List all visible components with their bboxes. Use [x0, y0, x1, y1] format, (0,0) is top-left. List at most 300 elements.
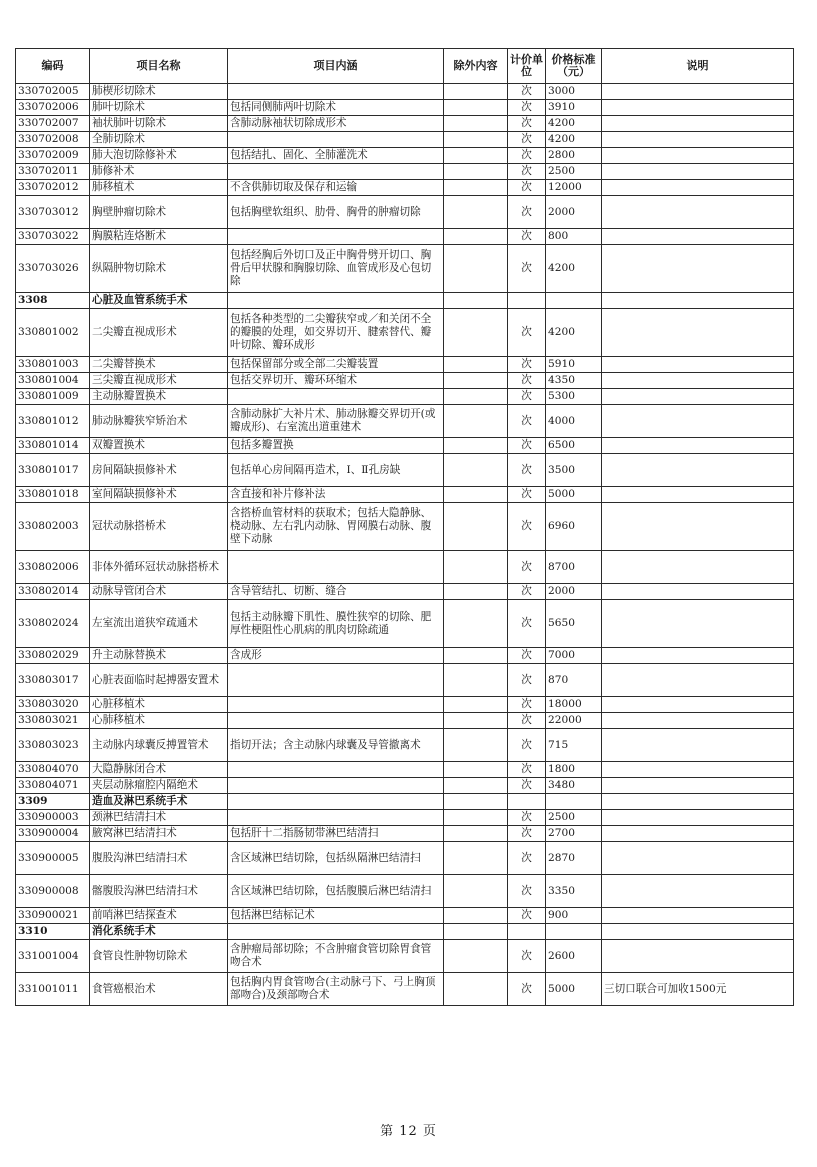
content-cell — [228, 713, 444, 729]
exclusion-cell — [444, 908, 508, 924]
content-cell: 含肺动脉袖状切除成形术 — [228, 116, 444, 132]
note-cell — [602, 373, 794, 389]
price-cell: 870 — [546, 664, 602, 697]
name-cell: 腹股沟淋巴结清扫术 — [90, 842, 228, 875]
code-cell: 330802029 — [16, 648, 90, 664]
code-cell: 330803021 — [16, 713, 90, 729]
name-cell: 双瓣置换术 — [90, 438, 228, 454]
content-cell — [228, 697, 444, 713]
name-cell: 主动脉内球囊反搏置管术 — [90, 729, 228, 762]
name-cell: 冠状动脉搭桥术 — [90, 503, 228, 551]
note-cell — [602, 100, 794, 116]
price-cell: 715 — [546, 729, 602, 762]
unit-cell: 次 — [508, 84, 546, 100]
unit-cell: 次 — [508, 454, 546, 487]
name-cell: 肺移植术 — [90, 180, 228, 196]
exclusion-cell — [444, 389, 508, 405]
unit-cell: 次 — [508, 389, 546, 405]
price-cell: 5000 — [546, 487, 602, 503]
price-cell: 5000 — [546, 973, 602, 1006]
note-cell — [602, 908, 794, 924]
code-cell: 330801018 — [16, 487, 90, 503]
price-cell: 2600 — [546, 940, 602, 973]
price-cell: 800 — [546, 229, 602, 245]
header-price: 价格标准（元） — [546, 49, 602, 84]
content-cell: 指切开法；含主动脉内球囊及导管撤离术 — [228, 729, 444, 762]
unit-cell: 次 — [508, 973, 546, 1006]
note-cell — [602, 196, 794, 229]
note-cell — [602, 116, 794, 132]
exclusion-cell — [444, 648, 508, 664]
name-cell: 肺动脉瓣狭窄矫治术 — [90, 405, 228, 438]
code-cell: 330702009 — [16, 148, 90, 164]
note-cell — [602, 924, 794, 940]
price-cell: 5650 — [546, 600, 602, 648]
name-cell: 三尖瓣直视成形术 — [90, 373, 228, 389]
section-row — [16, 293, 794, 309]
unit-cell: 次 — [508, 196, 546, 229]
code-cell: 3308 — [16, 293, 90, 309]
table-row — [16, 551, 794, 584]
table-row — [16, 648, 794, 664]
note-cell — [602, 503, 794, 551]
code-cell: 331001011 — [16, 973, 90, 1006]
content-cell: 包括多瓣置换 — [228, 438, 444, 454]
unit-cell: 次 — [508, 600, 546, 648]
name-cell: 心脏及血管系统手术 — [90, 293, 228, 309]
name-cell: 大隐静脉闭合术 — [90, 762, 228, 778]
unit-cell — [508, 794, 546, 810]
price-cell: 12000 — [546, 180, 602, 196]
content-cell: 含直接和补片修补法 — [228, 487, 444, 503]
unit-cell: 次 — [508, 842, 546, 875]
table-row — [16, 196, 794, 229]
note-cell — [602, 229, 794, 245]
price-cell — [546, 924, 602, 940]
table-row — [16, 357, 794, 373]
price-cell: 8700 — [546, 551, 602, 584]
table-row — [16, 180, 794, 196]
note-cell — [602, 940, 794, 973]
code-cell: 330703022 — [16, 229, 90, 245]
header-content: 项目内涵 — [228, 49, 444, 84]
note-cell — [602, 148, 794, 164]
unit-cell: 次 — [508, 648, 546, 664]
price-cell: 2500 — [546, 164, 602, 180]
code-cell: 330702008 — [16, 132, 90, 148]
unit-cell: 次 — [508, 729, 546, 762]
content-cell: 含成形 — [228, 648, 444, 664]
content-cell: 包括主动脉瓣下肌性、膜性狭窄的切除、肥厚性梗阻性心肌病的肌肉切除疏通 — [228, 600, 444, 648]
exclusion-cell — [444, 664, 508, 697]
unit-cell — [508, 293, 546, 309]
exclusion-cell — [444, 826, 508, 842]
price-cell: 3910 — [546, 100, 602, 116]
price-cell — [546, 293, 602, 309]
note-cell — [602, 438, 794, 454]
header-note: 说明 — [602, 49, 794, 84]
note-cell — [602, 405, 794, 438]
exclusion-cell — [444, 600, 508, 648]
unit-cell: 次 — [508, 778, 546, 794]
content-cell: 含导管结扎、切断、缝合 — [228, 584, 444, 600]
exclusion-cell — [444, 810, 508, 826]
name-cell: 全肺切除术 — [90, 132, 228, 148]
note-cell — [602, 713, 794, 729]
unit-cell: 次 — [508, 908, 546, 924]
table-row — [16, 438, 794, 454]
name-cell: 食管良性肿物切除术 — [90, 940, 228, 973]
unit-cell: 次 — [508, 132, 546, 148]
note-cell — [602, 389, 794, 405]
content-cell — [228, 551, 444, 584]
content-cell: 包括结扎、固化、全肺灌洗术 — [228, 148, 444, 164]
name-cell: 心脏表面临时起搏器安置术 — [90, 664, 228, 697]
exclusion-cell — [444, 875, 508, 908]
exclusion-cell — [444, 357, 508, 373]
unit-cell: 次 — [508, 357, 546, 373]
note-cell — [602, 794, 794, 810]
note-cell — [602, 600, 794, 648]
name-cell: 颈淋巴结清扫术 — [90, 810, 228, 826]
name-cell: 肺修补术 — [90, 164, 228, 180]
name-cell: 消化系统手术 — [90, 924, 228, 940]
name-cell: 胸膜粘连烙断术 — [90, 229, 228, 245]
price-cell: 3350 — [546, 875, 602, 908]
unit-cell: 次 — [508, 826, 546, 842]
name-cell: 造血及淋巴系统手术 — [90, 794, 228, 810]
unit-cell: 次 — [508, 503, 546, 551]
price-cell: 2000 — [546, 196, 602, 229]
price-cell: 900 — [546, 908, 602, 924]
code-cell: 330900008 — [16, 875, 90, 908]
exclusion-cell — [444, 794, 508, 810]
unit-cell: 次 — [508, 309, 546, 357]
exclusion-cell — [444, 551, 508, 584]
code-cell: 330803020 — [16, 697, 90, 713]
unit-cell: 次 — [508, 697, 546, 713]
code-cell: 330803017 — [16, 664, 90, 697]
note-cell — [602, 826, 794, 842]
table-row — [16, 229, 794, 245]
unit-cell: 次 — [508, 487, 546, 503]
name-cell: 二尖瓣替换术 — [90, 357, 228, 373]
name-cell: 心脏移植术 — [90, 697, 228, 713]
code-cell: 330803023 — [16, 729, 90, 762]
code-cell: 330801012 — [16, 405, 90, 438]
name-cell: 夹层动脉瘤腔内隔绝术 — [90, 778, 228, 794]
price-cell: 6500 — [546, 438, 602, 454]
code-cell: 330702011 — [16, 164, 90, 180]
header-name: 项目名称 — [90, 49, 228, 84]
code-cell: 330801003 — [16, 357, 90, 373]
note-cell — [602, 778, 794, 794]
name-cell: 食管癌根治术 — [90, 973, 228, 1006]
code-cell: 330802024 — [16, 600, 90, 648]
table-row — [16, 84, 794, 100]
note-cell — [602, 729, 794, 762]
note-cell — [602, 245, 794, 293]
price-cell: 2500 — [546, 810, 602, 826]
note-cell — [602, 357, 794, 373]
exclusion-cell — [444, 84, 508, 100]
price-cell: 5300 — [546, 389, 602, 405]
unit-cell — [508, 924, 546, 940]
table-row — [16, 389, 794, 405]
exclusion-cell — [444, 100, 508, 116]
exclusion-cell — [444, 405, 508, 438]
name-cell: 非体外循环冠状动脉搭桥术 — [90, 551, 228, 584]
price-cell: 3000 — [546, 84, 602, 100]
content-cell: 包括淋巴结标记术 — [228, 908, 444, 924]
name-cell: 腋窝淋巴结清扫术 — [90, 826, 228, 842]
table-row — [16, 164, 794, 180]
unit-cell: 次 — [508, 664, 546, 697]
table-row — [16, 826, 794, 842]
code-cell: 330804070 — [16, 762, 90, 778]
note-cell — [602, 648, 794, 664]
header-code: 编码 — [16, 49, 90, 84]
code-cell: 330802006 — [16, 551, 90, 584]
content-cell: 包括胸内胃食管吻合(主动脉弓下、弓上胸顶部吻合)及颈部吻合术 — [228, 973, 444, 1006]
table-row — [16, 245, 794, 293]
name-cell: 纵隔肿物切除术 — [90, 245, 228, 293]
name-cell: 二尖瓣直视成形术 — [90, 309, 228, 357]
unit-cell: 次 — [508, 245, 546, 293]
unit-cell: 次 — [508, 762, 546, 778]
content-cell: 包括同侧肺两叶切除术 — [228, 100, 444, 116]
content-cell: 含肺动脉扩大补片术、肺动脉瓣交界切开(或瓣成形)、右室流出道重建术 — [228, 405, 444, 438]
code-cell: 330703026 — [16, 245, 90, 293]
price-cell: 1800 — [546, 762, 602, 778]
code-cell: 330900003 — [16, 810, 90, 826]
table-body — [16, 84, 794, 1006]
unit-cell: 次 — [508, 940, 546, 973]
content-cell: 包括经胸后外切口及正中胸骨劈开切口、胸骨后甲状腺和胸腺切除、血管成形及心包切除 — [228, 245, 444, 293]
name-cell: 房间隔缺损修补术 — [90, 454, 228, 487]
content-cell: 包括交界切开、瓣环环缩术 — [228, 373, 444, 389]
note-cell — [602, 664, 794, 697]
exclusion-cell — [444, 229, 508, 245]
table-row — [16, 875, 794, 908]
note-cell — [602, 487, 794, 503]
exclusion-cell — [444, 940, 508, 973]
table-row — [16, 405, 794, 438]
table-row — [16, 810, 794, 826]
content-cell — [228, 84, 444, 100]
content-cell — [228, 810, 444, 826]
unit-cell: 次 — [508, 229, 546, 245]
unit-cell: 次 — [508, 164, 546, 180]
name-cell: 胸壁肿瘤切除术 — [90, 196, 228, 229]
exclusion-cell — [444, 729, 508, 762]
table-row — [16, 503, 794, 551]
content-cell — [228, 664, 444, 697]
content-cell — [228, 389, 444, 405]
code-cell: 330802003 — [16, 503, 90, 551]
code-cell: 330702012 — [16, 180, 90, 196]
code-cell: 330702005 — [16, 84, 90, 100]
name-cell: 升主动脉替换术 — [90, 648, 228, 664]
name-cell: 袖状肺叶切除术 — [90, 116, 228, 132]
note-cell — [602, 180, 794, 196]
exclusion-cell — [444, 842, 508, 875]
exclusion-cell — [444, 778, 508, 794]
table-row — [16, 973, 794, 1006]
price-table — [15, 48, 794, 1006]
section-row — [16, 794, 794, 810]
code-cell: 330900021 — [16, 908, 90, 924]
exclusion-cell — [444, 924, 508, 940]
content-cell: 包括保留部分或全部二尖瓣装置 — [228, 357, 444, 373]
content-cell: 不含供肺切取及保存和运输 — [228, 180, 444, 196]
table-row — [16, 713, 794, 729]
code-cell: 330801014 — [16, 438, 90, 454]
price-cell — [546, 794, 602, 810]
content-cell: 包括各种类型的二尖瓣狭窄或／和关闭不全的瓣膜的处理，如交界切开、腱索替代、瓣叶切除、瓣环成形 — [228, 309, 444, 357]
exclusion-cell — [444, 309, 508, 357]
unit-cell: 次 — [508, 148, 546, 164]
header-row — [16, 49, 794, 84]
exclusion-cell — [444, 454, 508, 487]
price-cell: 3500 — [546, 454, 602, 487]
code-cell: 330801009 — [16, 389, 90, 405]
content-cell: 含区域淋巴结切除，包括腹膜后淋巴结清扫 — [228, 875, 444, 908]
note-cell — [602, 132, 794, 148]
exclusion-cell — [444, 132, 508, 148]
table-row — [16, 116, 794, 132]
table-row — [16, 373, 794, 389]
code-cell: 331001004 — [16, 940, 90, 973]
exclusion-cell — [444, 180, 508, 196]
unit-cell: 次 — [508, 875, 546, 908]
name-cell: 动脉导管闭合术 — [90, 584, 228, 600]
price-cell: 3480 — [546, 778, 602, 794]
note-cell — [602, 293, 794, 309]
price-cell: 18000 — [546, 697, 602, 713]
exclusion-cell — [444, 164, 508, 180]
unit-cell: 次 — [508, 116, 546, 132]
content-cell — [228, 293, 444, 309]
note-cell — [602, 697, 794, 713]
content-cell: 包括肝十二指肠韧带淋巴结清扫 — [228, 826, 444, 842]
table-row — [16, 584, 794, 600]
price-cell: 2870 — [546, 842, 602, 875]
content-cell — [228, 164, 444, 180]
table-row — [16, 100, 794, 116]
code-cell: 3310 — [16, 924, 90, 940]
code-cell: 330802014 — [16, 584, 90, 600]
content-cell: 含搭桥血管材料的获取术；包括大隐静脉、桡动脉、左右乳内动脉、胃网膜右动脉、腹壁下动脉 — [228, 503, 444, 551]
code-cell: 330900005 — [16, 842, 90, 875]
table-row — [16, 600, 794, 648]
note-cell — [602, 762, 794, 778]
price-cell: 4350 — [546, 373, 602, 389]
table-row — [16, 132, 794, 148]
price-cell: 6960 — [546, 503, 602, 551]
table-row — [16, 940, 794, 973]
code-cell: 330801004 — [16, 373, 90, 389]
price-cell: 22000 — [546, 713, 602, 729]
table-row — [16, 908, 794, 924]
code-cell: 3309 — [16, 794, 90, 810]
exclusion-cell — [444, 973, 508, 1006]
note-cell — [602, 454, 794, 487]
price-cell: 4200 — [546, 132, 602, 148]
note-cell — [602, 164, 794, 180]
note-cell — [602, 584, 794, 600]
header-exclusion: 除外内容 — [444, 49, 508, 84]
exclusion-cell — [444, 438, 508, 454]
unit-cell: 次 — [508, 584, 546, 600]
unit-cell: 次 — [508, 438, 546, 454]
exclusion-cell — [444, 148, 508, 164]
content-cell — [228, 762, 444, 778]
price-cell: 4200 — [546, 116, 602, 132]
code-cell: 330702006 — [16, 100, 90, 116]
content-cell — [228, 229, 444, 245]
unit-cell: 次 — [508, 551, 546, 584]
name-cell: 肺楔形切除术 — [90, 84, 228, 100]
name-cell: 心肺移植术 — [90, 713, 228, 729]
exclusion-cell — [444, 762, 508, 778]
name-cell: 左室流出道狭窄疏通术 — [90, 600, 228, 648]
exclusion-cell — [444, 116, 508, 132]
table-row — [16, 762, 794, 778]
exclusion-cell — [444, 245, 508, 293]
note-cell — [602, 842, 794, 875]
table-row — [16, 148, 794, 164]
page-number: 第 12 页 — [380, 1124, 437, 1139]
unit-cell: 次 — [508, 180, 546, 196]
table-row — [16, 697, 794, 713]
price-cell: 4000 — [546, 405, 602, 438]
price-cell: 4200 — [546, 309, 602, 357]
unit-cell: 次 — [508, 810, 546, 826]
name-cell: 髂腹股沟淋巴结清扫术 — [90, 875, 228, 908]
header-unit: 计价单位 — [508, 49, 546, 84]
price-cell: 2000 — [546, 584, 602, 600]
content-cell: 包括胸壁软组织、肋骨、胸骨的肿瘤切除 — [228, 196, 444, 229]
table-row — [16, 454, 794, 487]
name-cell: 肺叶切除术 — [90, 100, 228, 116]
note-cell — [602, 84, 794, 100]
note-cell: 三切口联合可加收1500元 — [602, 973, 794, 1006]
price-cell: 7000 — [546, 648, 602, 664]
content-cell — [228, 132, 444, 148]
name-cell: 肺大泡切除修补术 — [90, 148, 228, 164]
exclusion-cell — [444, 584, 508, 600]
price-cell: 2700 — [546, 826, 602, 842]
content-cell — [228, 924, 444, 940]
section-row — [16, 924, 794, 940]
unit-cell: 次 — [508, 405, 546, 438]
name-cell: 主动脉瓣置换术 — [90, 389, 228, 405]
code-cell: 330702007 — [16, 116, 90, 132]
unit-cell: 次 — [508, 373, 546, 389]
note-cell — [602, 309, 794, 357]
name-cell: 前哨淋巴结探查术 — [90, 908, 228, 924]
content-cell: 含区域淋巴结切除，包括纵隔淋巴结清扫 — [228, 842, 444, 875]
table-row — [16, 487, 794, 503]
code-cell: 330900004 — [16, 826, 90, 842]
price-cell: 4200 — [546, 245, 602, 293]
code-cell: 330801002 — [16, 309, 90, 357]
note-cell — [602, 810, 794, 826]
exclusion-cell — [444, 293, 508, 309]
unit-cell: 次 — [508, 713, 546, 729]
unit-cell: 次 — [508, 100, 546, 116]
